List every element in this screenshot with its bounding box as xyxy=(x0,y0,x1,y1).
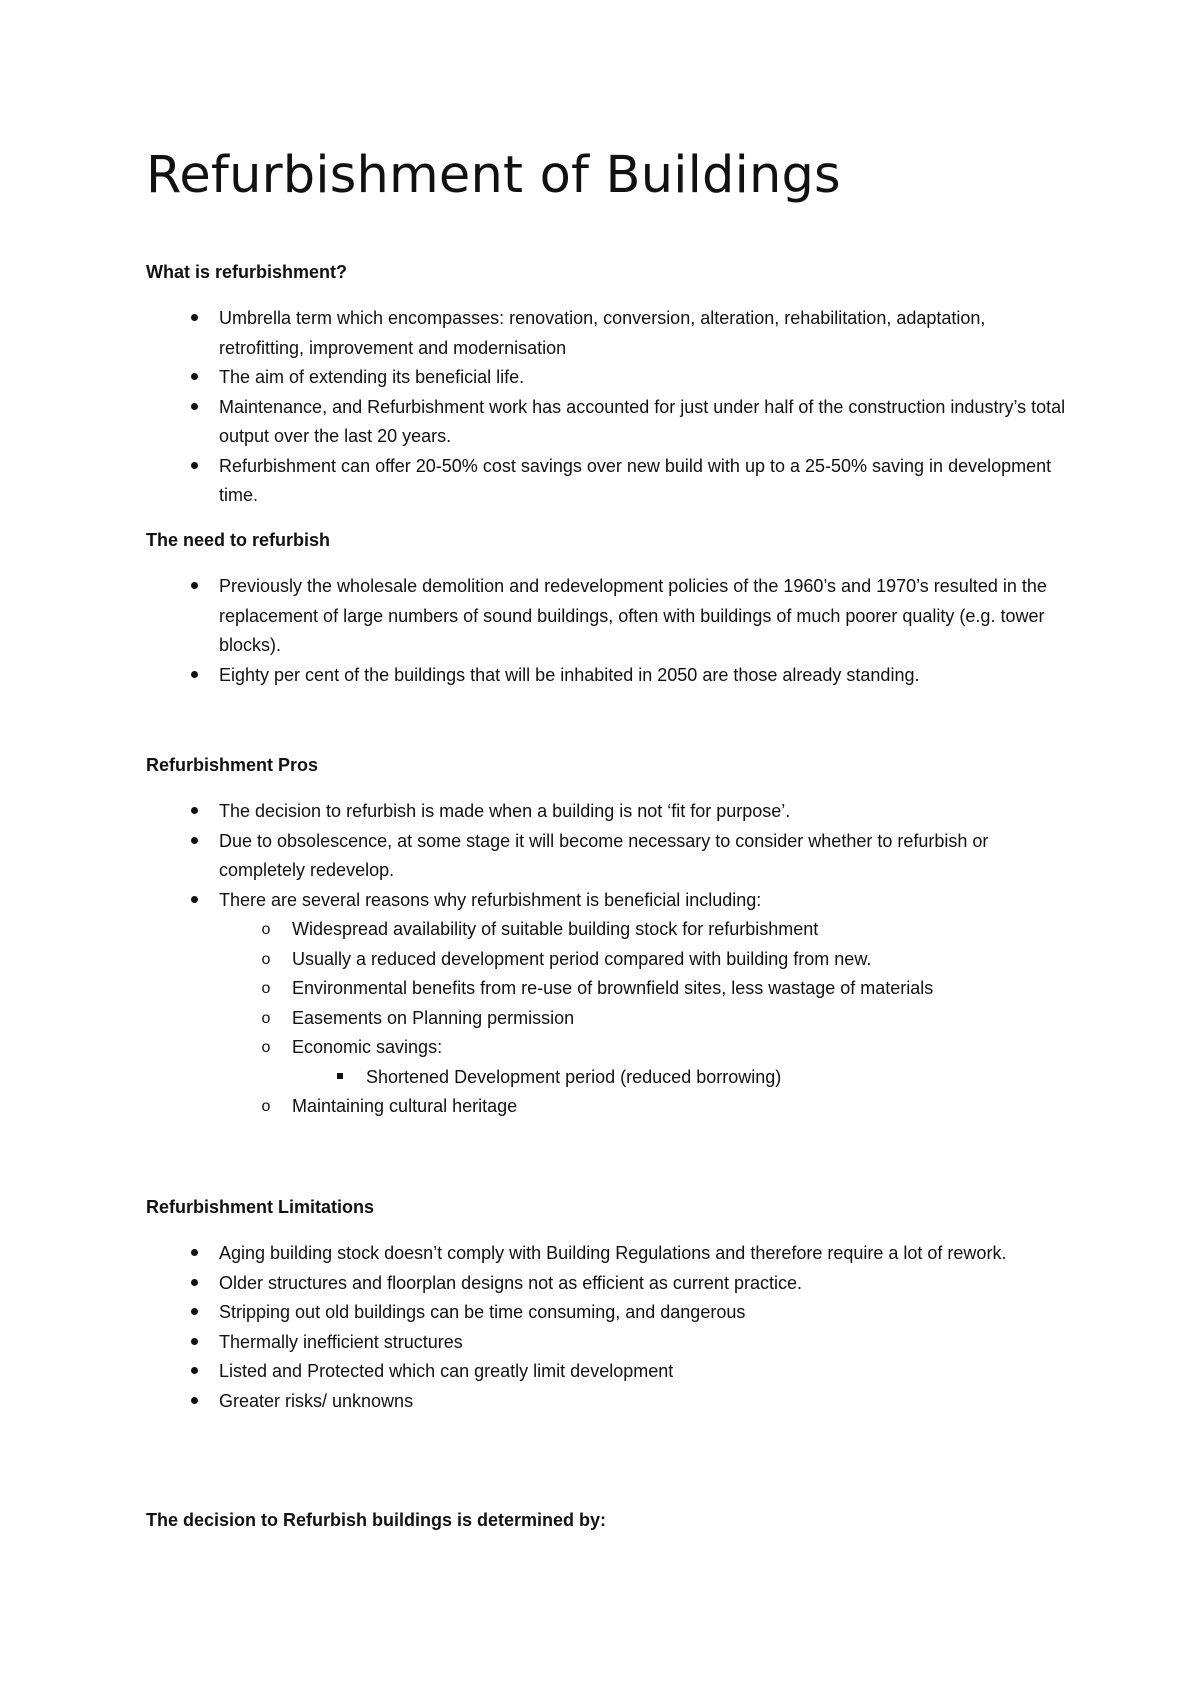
list-item xyxy=(146,452,1066,511)
bullet-icon xyxy=(188,661,200,691)
sub-list-item-text: Environmental benefits from re-use of brownfield sites, less wastage of materials xyxy=(292,978,934,998)
bullet-icon xyxy=(188,304,200,334)
sub-list-item-text: Easements on Planning permission xyxy=(292,1007,575,1028)
list-item xyxy=(146,304,1066,363)
list-item-text: Refurbishment can offer 20-50% cost savings over new build with up to a 25-50% saving in development time. xyxy=(219,455,1052,505)
sub-list-item xyxy=(146,1004,1066,1034)
circle-bullet-icon: o xyxy=(261,921,271,938)
sub-list-item xyxy=(146,1033,1066,1063)
list-item-text: The aim of extending its beneficial life. xyxy=(219,367,525,387)
list-item-text: There are several reasons why refurbishment is beneficial including: xyxy=(219,889,762,910)
sub-list-item-text: Economic savings: xyxy=(292,1037,443,1057)
list-item xyxy=(146,661,1066,691)
sub-list-item xyxy=(146,915,1066,945)
bullet-icon xyxy=(188,393,200,423)
document-title: Refurbishment of Buildings xyxy=(146,146,841,205)
list-item xyxy=(146,393,1066,452)
list-item-text: Previously the wholesale demolition and redevelopment policies of the 1960’s and 1970’s resulted in the replacement of large numbers of sound buildings, often with buildings of much poorer quality (e.g. tower blocks). xyxy=(219,576,1047,655)
circle-bullet-icon: o xyxy=(261,1098,271,1115)
heading-refurbishment-pros: Refurbishment Pros xyxy=(146,755,319,775)
list-item-text: Thermally inefficient structures xyxy=(219,1331,463,1352)
bullet-icon xyxy=(188,572,200,602)
list-what-is-refurbishment xyxy=(146,304,1066,511)
bullet-icon xyxy=(188,1387,200,1417)
bullet-icon xyxy=(188,1239,200,1269)
sub-list-item-text: Maintaining cultural heritage xyxy=(292,1096,518,1116)
list-refurbishment-pros xyxy=(146,797,1066,1122)
list-need-to-refurbish xyxy=(146,572,1066,690)
sub-sub-list-item xyxy=(146,1063,1066,1093)
circle-bullet-icon: o xyxy=(261,1039,271,1056)
list-item xyxy=(146,797,1066,827)
bullet-icon xyxy=(188,1269,200,1299)
list-refurbishment-limitations xyxy=(146,1239,1066,1416)
list-item xyxy=(146,886,1066,916)
sub-sub-list-item-text: Shortened Development period (reduced borrowing) xyxy=(366,1066,782,1087)
sub-list-item xyxy=(146,945,1066,975)
list-item-text: Listed and Protected which can greatly limit development xyxy=(219,1361,674,1381)
list-item xyxy=(146,1357,1066,1387)
list-item xyxy=(146,572,1066,661)
bullet-icon xyxy=(188,827,200,857)
heading-decision-to-refurbish: The decision to Refurbish buildings is determined by: xyxy=(146,1510,607,1530)
bullet-icon xyxy=(188,363,200,393)
list-item xyxy=(146,1269,1066,1299)
sub-list-item-text: Usually a reduced development period compared with building from new. xyxy=(292,948,872,969)
list-item xyxy=(146,1328,1066,1358)
circle-bullet-icon: o xyxy=(261,980,271,997)
circle-bullet-icon: o xyxy=(261,950,271,968)
bullet-icon xyxy=(188,797,200,827)
sub-list-item-text: Widespread availability of suitable building stock for refurbishment xyxy=(292,919,819,939)
list-item-text: Maintenance, and Refurbishment work has accounted for just under half of the construction industry’s total output over the last 20 years. xyxy=(219,396,1066,446)
list-item-text: Umbrella term which encompasses: renovation, conversion, alteration, rehabilitation, adaptation, retrofitting, improvement and modernisation xyxy=(219,308,986,358)
list-item xyxy=(146,1387,1066,1417)
sub-list-item xyxy=(146,1092,1066,1122)
list-item-text: Eighty per cent of the buildings that will be inhabited in 2050 are those already standing. xyxy=(219,664,920,685)
list-item-text: Due to obsolescence, at some stage it will become necessary to consider whether to refurbish or completely redevelop. xyxy=(219,830,989,880)
bullet-icon xyxy=(188,1298,200,1328)
list-item-text: Older structures and floorplan designs not as efficient as current practice. xyxy=(219,1272,802,1293)
sub-list-item xyxy=(146,974,1066,1004)
bullet-icon xyxy=(188,452,200,482)
list-item xyxy=(146,827,1066,886)
list-item-text: The decision to refurbish is made when a building is not ‘fit for purpose’. xyxy=(219,801,791,821)
square-bullet-icon xyxy=(334,1063,346,1093)
list-item xyxy=(146,1298,1066,1328)
list-item-text: Stripping out old buildings can be time consuming, and dangerous xyxy=(219,1302,746,1322)
list-item-text: Greater risks/ unknowns xyxy=(219,1390,414,1411)
bullet-icon xyxy=(188,886,200,916)
circle-bullet-icon: o xyxy=(261,1009,271,1027)
list-item xyxy=(146,363,1066,393)
list-item xyxy=(146,1239,1066,1269)
heading-refurbishment-limitations: Refurbishment Limitations xyxy=(146,1197,375,1217)
list-item-text: Aging building stock doesn’t comply with Building Regulations and therefore require a lot of rework. xyxy=(219,1243,1007,1263)
bullet-icon xyxy=(188,1328,200,1358)
bullet-icon xyxy=(188,1357,200,1387)
heading-need-to-refurbish: The need to refurbish xyxy=(146,530,331,550)
heading-what-is-refurbishment: What is refurbishment? xyxy=(146,262,348,282)
